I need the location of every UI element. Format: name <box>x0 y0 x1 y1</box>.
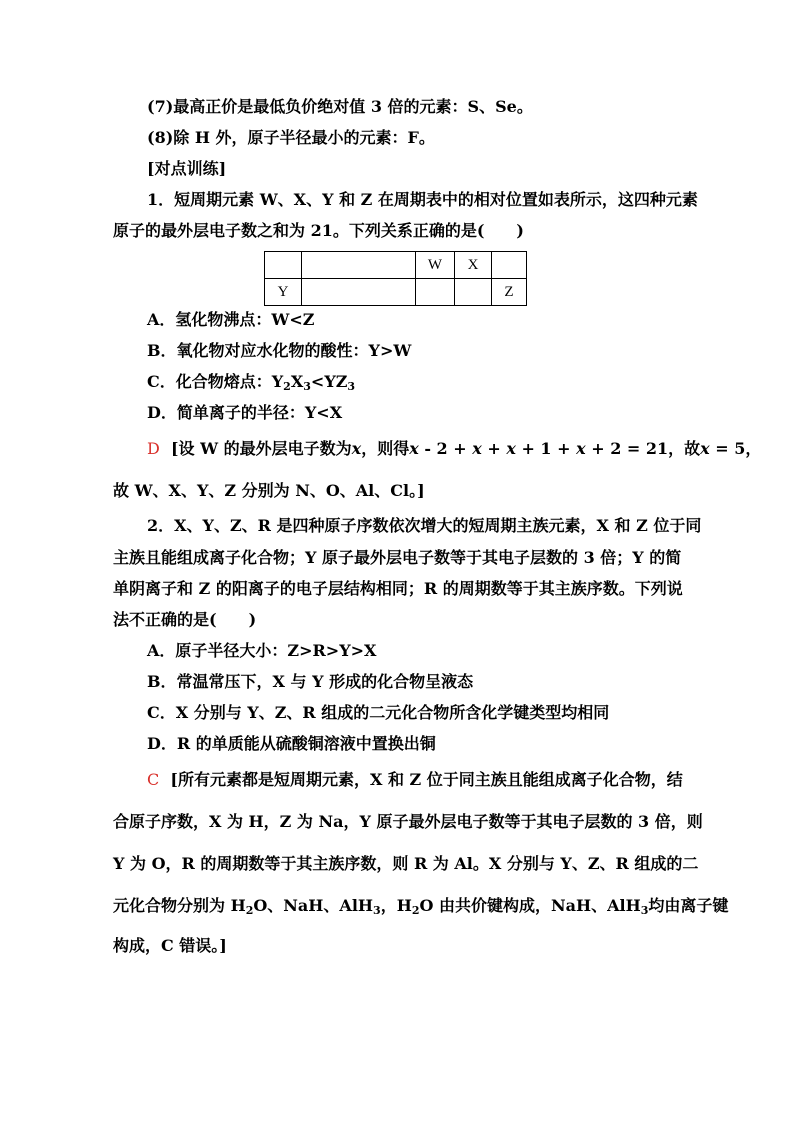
table-cell: W <box>416 252 455 279</box>
q1-option-b: B．氧化物对应水化物的酸性：Y>W <box>147 341 412 360</box>
table-cell <box>265 252 302 279</box>
q2-option-d: D．R 的单质能从硫酸铜溶液中置换出铜 <box>147 734 436 753</box>
section-title: [对点训练] <box>147 159 227 178</box>
table-cell <box>455 279 492 306</box>
q2-answer-line5: 构成，C 错误。] <box>113 936 227 955</box>
q2-answer-line3: Y 为 O，R 的周期数等于其主族序数，则 R 为 Al。X 分别与 Y、Z、R 组成的二 <box>113 854 699 873</box>
q2-stem-line4: 法不正确的是( ) <box>113 610 257 629</box>
note-item-8: (8)除 H 外，原子半径最小的元素：F。 <box>147 128 435 147</box>
q2-option-c: C．X 分别与 Y、Z、R 组成的二元化合物所含化学键类型均相同 <box>147 703 610 722</box>
q2-stem-line1: 2．X、Y、Z、R 是四种原子序数依次增大的短周期主族元素，X 和 Z 位于同 <box>147 516 702 535</box>
table-cell <box>416 279 455 306</box>
q2-option-b: B．常温常压下，X 与 Y 形成的化合物呈液态 <box>147 672 474 691</box>
q1-stem-line2: 原子的最外层电子数之和为 21。下列关系正确的是( ) <box>113 221 524 240</box>
q1-option-a: A．氢化物沸点：W<Z <box>147 310 315 329</box>
q1-answer-letter: D <box>147 439 160 458</box>
table-row <box>265 252 527 279</box>
note-item-7: (7)最高正价是最低负价绝对值 3 倍的元素：S、Se。 <box>147 97 533 116</box>
q2-option-a: A．原子半径大小：Z>R>Y>X <box>147 641 377 660</box>
q1-option-c: C．化合物熔点：$Y_2X_3<YZ_3$ <box>147 372 356 393</box>
q1-option-d: D．简单离子的半径：Y<X <box>147 403 343 422</box>
table-cell: Y <box>265 279 302 306</box>
table-row <box>265 279 527 306</box>
table-cell <box>492 252 527 279</box>
q2-stem-line2: 主族且能组成离子化合物；Y 原子最外层电子数等于其电子层数的 3 倍；Y 的简 <box>113 548 682 567</box>
q1-answer: D [设 W 的最外层电子数为x，则得x - 2 + x + x + 1 + x + 2 = 21，故x = 5， <box>147 439 762 458</box>
periodic-table-fragment <box>264 251 527 306</box>
q1-answer-line2: 故 W、X、Y、Z 分别为 N、O、Al、Cl。] <box>113 481 425 500</box>
q2-answer-letter: C <box>147 770 160 789</box>
table-cell: Z <box>492 279 527 306</box>
table-cell <box>302 279 416 306</box>
q2-answer-line4: 元化合物分别为 $H_2O$、NaH、AlH$_3$，$H_2O$ 由共价键构成，NaH、AlH$_3$均由离子键 <box>113 896 729 917</box>
table-cell: X <box>455 252 492 279</box>
table-cell <box>302 252 416 279</box>
q2-answer: C [所有元素都是短周期元素，X 和 Z 位于同主族且能组成离子化合物，结 <box>147 770 683 789</box>
q1-stem-line1: 1．短周期元素 W、X、Y 和 Z 在周期表中的相对位置如表所示，这四种元素 <box>147 190 698 209</box>
q2-answer-line2: 合原子序数，X 为 H，Z 为 Na，Y 原子最外层电子数等于其电子层数的 3 倍，则 <box>113 812 703 831</box>
q2-stem-line3: 单阴离子和 Z 的阳离子的电子层结构相同；R 的周期数等于其主族序数。下列说 <box>113 579 683 598</box>
